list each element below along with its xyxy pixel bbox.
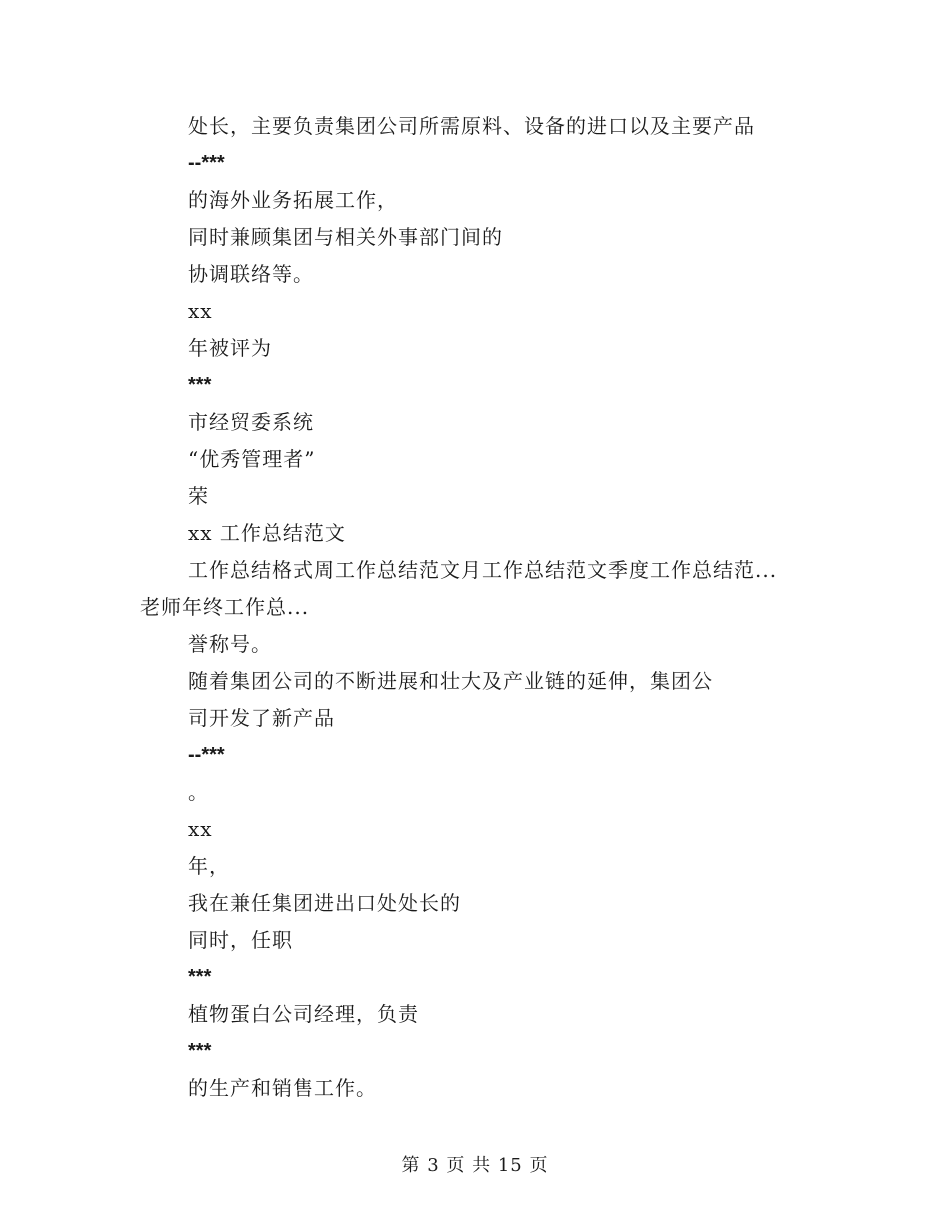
page-number-footer: 第 3 页 共 15 页 bbox=[401, 1155, 549, 1176]
text-line: xx bbox=[188, 299, 213, 323]
text-line: 随着集团公司的不断进展和壮大及产业链的延伸，集团公 bbox=[188, 669, 713, 693]
text-line: 荣 bbox=[188, 484, 209, 508]
text-line: *** bbox=[188, 1040, 212, 1062]
text-line: 。 bbox=[188, 780, 209, 804]
text-line: “优秀管理者” bbox=[188, 447, 316, 471]
text-line: *** bbox=[188, 374, 212, 396]
text-line: xx 工作总结范文 bbox=[188, 521, 346, 545]
text-line: 处长，主要负责集团公司所需原料、设备的进口以及主要产品 bbox=[188, 114, 755, 138]
text-line: 誉称号。 bbox=[188, 632, 272, 656]
text-line: 同时兼顾集团与相关外事部门间的 bbox=[188, 225, 503, 249]
text-line: --*** bbox=[188, 152, 225, 174]
text-line: 的海外业务拓展工作， bbox=[188, 188, 398, 212]
text-line: *** bbox=[188, 966, 212, 988]
text-line: 司开发了新产品 bbox=[188, 706, 335, 730]
text-line: 年， bbox=[188, 854, 230, 878]
text-line: 同时，任职 bbox=[188, 928, 293, 952]
text-line: 工作总结格式周工作总结范文月工作总结范文季度工作总结范... bbox=[188, 558, 778, 582]
text-line: xx bbox=[188, 817, 213, 841]
text-line: 植物蛋白公司经理，负责 bbox=[188, 1002, 419, 1026]
text-line: 协调联络等。 bbox=[188, 262, 314, 286]
text-line: 市经贸委系统 bbox=[188, 410, 314, 434]
text-line: 老师年终工作总... bbox=[140, 595, 310, 619]
text-line: 年被评为 bbox=[188, 336, 272, 360]
text-line: 我在兼任集团进出口处处长的 bbox=[188, 891, 461, 915]
text-line: 的生产和销售工作。 bbox=[188, 1076, 377, 1100]
text-line: --*** bbox=[188, 744, 225, 766]
